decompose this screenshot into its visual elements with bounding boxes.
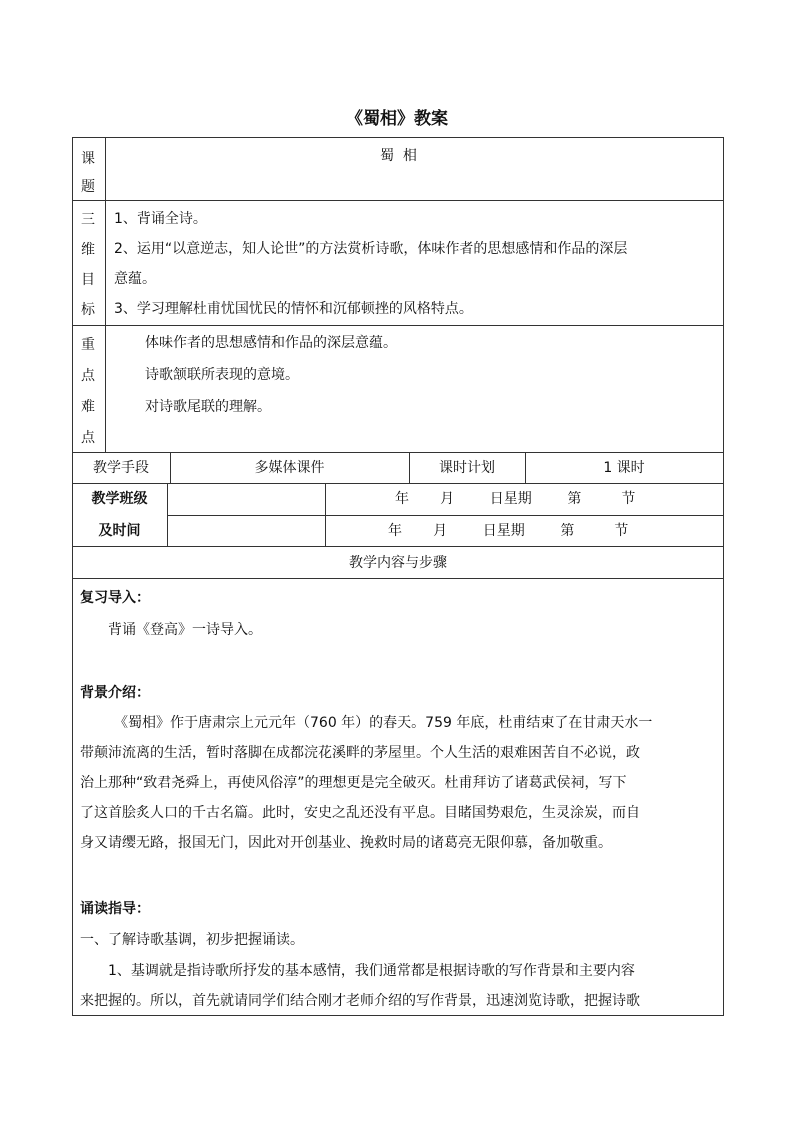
objective-2: 2、运用“以意逆志，知人论世”的方法赏析诗歌，体味作者的思想感情和作品的深层 <box>114 241 628 257</box>
background-line-4: 了这首脍炙人口的千古名篇。此时，安史之乱还没有平息。目睹国势艰危，生灵涂炭，而自 <box>80 805 640 821</box>
objective-3: 3、学习理解杜甫忧国忧民的情怀和沉郁顿挫的风格特点。 <box>114 301 473 317</box>
plan-label: 课时计划 <box>439 460 495 476</box>
date-row-1: 年 月 日星期 第 节 <box>395 491 636 507</box>
background-heading: 背景介绍： <box>80 685 150 701</box>
background-line-2: 带颠沛流离的生活，暂时落脚在成都浣花溪畔的茅屋里。个人生活的艰难困苦自不必说，政 <box>80 745 640 761</box>
class-label: 教学班级 <box>91 491 148 507</box>
reading-line-2: 来把握的。所以，首先就请同学们结合刚才老师介绍的写作背景，迅速浏览诗歌，把握诗歌 <box>80 993 640 1009</box>
objectives-label: 三 维 目 标 <box>81 212 95 318</box>
key-point-2: 诗歌颔联所表现的意境。 <box>145 367 299 383</box>
background-line-1: 《蜀相》作于唐肃宗上元元年（760 年）的春天。759 年底，杜甫结束了在甘肃天水一 <box>114 715 653 731</box>
key-point-1: 体味作者的思想感情和作品的深层意蕴。 <box>145 335 397 351</box>
lesson-title-label: 课 题 <box>81 151 95 195</box>
lesson-title-value: 蜀 相 <box>380 148 417 164</box>
reading-line-1: 1、基调就是指诗歌所抒发的基本感情，我们通常都是根据诗歌的写作背景和主要内容 <box>108 963 635 979</box>
review-heading: 复习导入： <box>80 590 150 606</box>
reading-subheading: 一、了解诗歌基调，初步把握诵读。 <box>80 932 304 948</box>
time-label: 及时间 <box>98 523 141 539</box>
background-line-5: 身又请缨无路，报国无门，因此对开创基业、挽救时局的诸葛亮无限仰慕，备加敬重。 <box>80 835 612 851</box>
review-text: 背诵《登高》一诗导入。 <box>108 622 262 638</box>
date-row-2: 年 月 日星期 第 节 <box>388 523 629 539</box>
plan-value: 1 课时 <box>603 460 645 476</box>
method-value: 多媒体课件 <box>254 460 325 476</box>
background-line-3: 治上那种“致君尧舜上，再使风俗淳”的理想更是完全破灭。杜甫拜访了诸葛武侯祠，写下 <box>80 775 627 791</box>
objective-2-cont: 意蕴。 <box>114 271 156 287</box>
key-point-3: 对诗歌尾联的理解。 <box>145 399 271 415</box>
key-points-label: 重 点 难 点 <box>81 337 95 446</box>
page-title: 《蜀相》教案 <box>346 109 448 129</box>
reading-heading: 诵读指导： <box>80 901 150 917</box>
objective-1: 1、背诵全诗。 <box>114 211 207 227</box>
steps-header: 教学内容与步骤 <box>349 555 447 571</box>
method-label: 教学手段 <box>93 460 149 476</box>
